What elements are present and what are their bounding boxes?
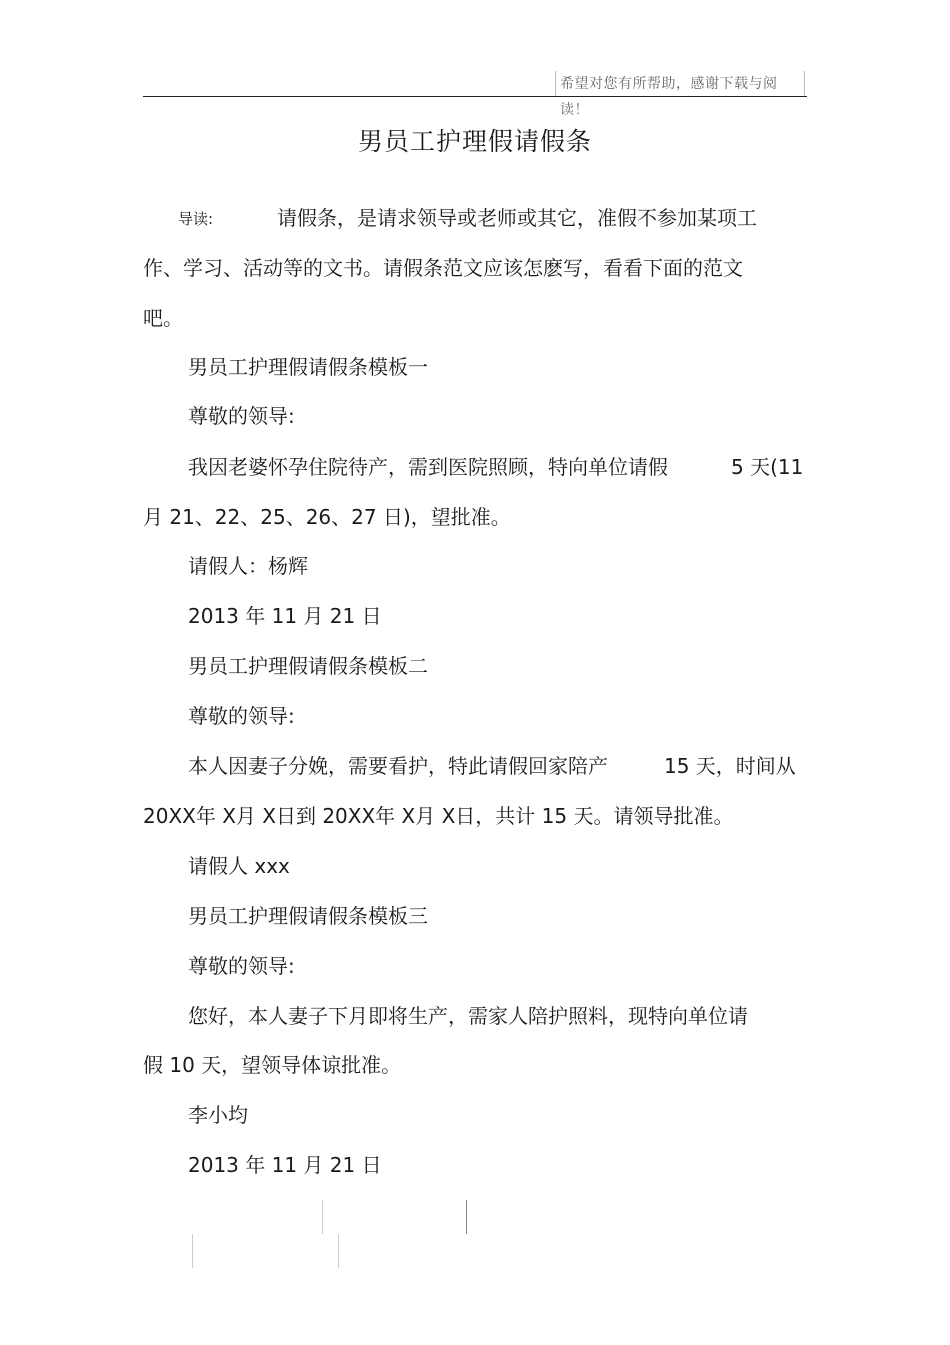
template1-body-line-1: 我因老婆怀孕住院待产，需到医院照顾，特向单位请假 bbox=[188, 455, 668, 479]
template2-heading: 男员工护理假请假条模板二 bbox=[188, 654, 428, 678]
header-divider bbox=[143, 96, 807, 97]
template1-body-days: 5 天(11 bbox=[731, 455, 804, 479]
template3-date: 2013 年 11 月 21 日 bbox=[188, 1153, 382, 1177]
template2-body-line-1: 本人因妻子分娩，需要看护，特此请假回家陪产 bbox=[188, 754, 608, 778]
template3-signer: 李小均 bbox=[188, 1103, 248, 1127]
template2-body-days: 15 天，时间从 bbox=[664, 754, 796, 778]
header-note: 希望对您有所帮助，感谢下载与阅读！ bbox=[555, 71, 805, 97]
table-border-fragment bbox=[322, 1200, 323, 1234]
template3-body-line-1: 您好，本人妻子下月即将生产，需家人陪护照料，现特向单位请 bbox=[188, 1004, 748, 1028]
template1-date: 2013 年 11 月 21 日 bbox=[188, 604, 382, 628]
template2-signer: 请假人 xxx bbox=[188, 854, 290, 878]
template3-body-line-2: 假 10 天，望领导体谅批准。 bbox=[143, 1053, 402, 1077]
template1-body-line-2: 月 21、22、25、26、27 日)，望批准。 bbox=[143, 505, 511, 529]
template2-salutation: 尊敬的领导: bbox=[188, 704, 295, 728]
lead-label: 导读: bbox=[178, 210, 214, 228]
template3-heading: 男员工护理假请假条模板三 bbox=[188, 904, 428, 928]
lead-line-3: 吧。 bbox=[143, 306, 183, 330]
table-border-fragment bbox=[192, 1234, 193, 1268]
template1-signer: 请假人：杨辉 bbox=[188, 554, 308, 578]
lead-line-1: 请假条，是请求领导或老师或其它，准假不参加某项工 bbox=[277, 206, 757, 230]
table-border-fragment bbox=[466, 1200, 467, 1234]
template1-heading: 男员工护理假请假条模板一 bbox=[188, 355, 428, 379]
document-title: 男员工护理假请假条 bbox=[357, 127, 592, 156]
lead-line-2: 作、学习、活动等的文书。请假条范文应该怎麽写，看看下面的范文 bbox=[143, 256, 743, 280]
template1-salutation: 尊敬的领导: bbox=[188, 404, 295, 428]
table-border-fragment bbox=[338, 1234, 339, 1268]
template2-body-line-2: 20XX年 X月 X日到 20XX年 X月 X日，共计 15 天。请领导批准。 bbox=[143, 804, 734, 828]
template3-salutation: 尊敬的领导: bbox=[188, 954, 295, 978]
